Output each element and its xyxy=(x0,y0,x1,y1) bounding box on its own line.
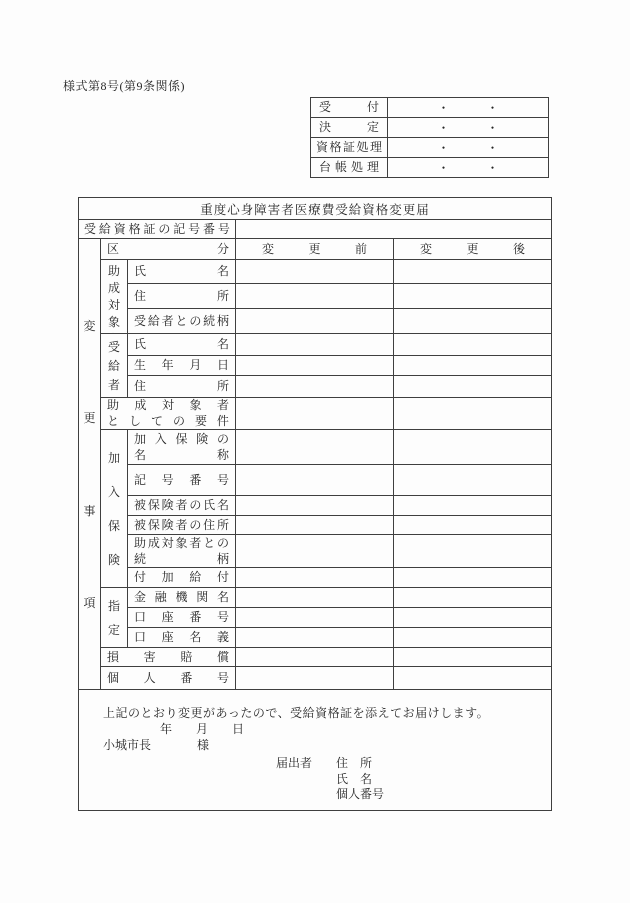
group-beneficiary-cell xyxy=(101,260,128,334)
stamp-date-cell xyxy=(388,98,549,118)
before-input-cell xyxy=(236,309,394,334)
after-input-cell xyxy=(394,568,552,588)
before-input-cell xyxy=(236,334,394,356)
after-input-cell xyxy=(394,376,552,398)
row-label: 住 所 xyxy=(134,379,229,393)
addressee-line xyxy=(103,737,551,753)
change-notification-form-table xyxy=(78,197,552,811)
label-cell xyxy=(128,334,236,356)
after-header-cell xyxy=(394,239,552,260)
date-dots: ・ ・ xyxy=(437,161,499,175)
stamp-row-reception xyxy=(311,98,549,118)
after-input-cell xyxy=(394,496,552,516)
before-input-cell xyxy=(236,260,394,284)
stamp-row-ledger xyxy=(311,158,549,178)
before-input-cell xyxy=(236,608,394,628)
row-label-line1: 助 成 対 象 者 と の xyxy=(134,535,229,550)
row-label: 金 融 機 関 名 xyxy=(134,590,229,604)
label-cell xyxy=(101,648,236,667)
group-insurance-cell xyxy=(101,430,128,588)
after-input-cell xyxy=(394,535,552,568)
stamp-label-reception xyxy=(311,98,388,118)
label-cell xyxy=(128,608,236,628)
before-input-cell xyxy=(236,398,394,430)
stamp-row-certificate xyxy=(311,138,549,158)
date-line: 年 月 日 xyxy=(160,722,245,736)
before-input-cell xyxy=(236,284,394,309)
stamp-label-text: 決 定 xyxy=(319,120,379,134)
addressee-name: 小城市長 xyxy=(103,738,152,752)
label-cell xyxy=(101,667,236,690)
footer-row xyxy=(79,690,552,811)
row-label: 口 座 番 号 xyxy=(134,610,229,624)
processing-stamp-table xyxy=(310,97,549,178)
before-change-header: 変 更 前 xyxy=(262,241,367,256)
row-account-number xyxy=(79,608,552,628)
before-input-cell xyxy=(236,628,394,648)
category-header: 区 分 xyxy=(107,241,229,256)
row-label-line1: 助 成 対 象 者 xyxy=(107,398,229,412)
row-label-line2: 続 柄 xyxy=(134,551,229,566)
row-label: 住 所 xyxy=(134,288,229,303)
row-insurance-name xyxy=(79,430,552,465)
label-cell xyxy=(128,535,236,568)
column-header-row xyxy=(79,239,552,260)
label-cell xyxy=(128,496,236,516)
declaration-section xyxy=(79,690,552,811)
stamp-label-certificate xyxy=(311,138,388,158)
row-label: 受 給 者 と の 続 柄 xyxy=(134,313,229,328)
row-label: 口 座 名 義 xyxy=(134,630,229,644)
change-items-vertical-label: 変 更 事 項 xyxy=(83,318,96,611)
row-label: 被 保 険 者 の 氏 名 xyxy=(134,498,229,512)
row-label: 個 人 番 号 xyxy=(107,670,229,685)
before-input-cell xyxy=(236,376,394,398)
label-cell xyxy=(128,588,236,608)
after-input-cell xyxy=(394,430,552,465)
honorific: 様 xyxy=(197,738,210,752)
after-input-cell xyxy=(394,648,552,667)
before-input-cell xyxy=(236,588,394,608)
declarer-fields xyxy=(336,756,384,803)
declarer-label: 届出者 xyxy=(276,756,313,770)
stamp-label-decision xyxy=(311,118,388,138)
before-input-cell xyxy=(236,667,394,690)
date-dots: ・ ・ xyxy=(437,121,499,135)
after-input-cell xyxy=(394,284,552,309)
row-label: 氏 名 xyxy=(134,264,229,278)
label-cell xyxy=(128,465,236,496)
label-cell xyxy=(128,628,236,648)
category-header-cell xyxy=(101,239,236,260)
before-input-cell xyxy=(236,356,394,376)
declarer-personal-number-label: 個人番号 xyxy=(336,787,385,801)
certificate-number-label-cell xyxy=(79,220,236,239)
row-recipient-name xyxy=(79,334,552,356)
row-label-line2: 名 称 xyxy=(134,447,229,462)
row-extra-benefit xyxy=(79,568,552,588)
row-insured-address xyxy=(79,516,552,535)
label-cell xyxy=(101,398,236,430)
after-input-cell xyxy=(394,516,552,535)
label-cell xyxy=(128,430,236,465)
stamp-row-decision xyxy=(311,118,549,138)
after-input-cell xyxy=(394,465,552,496)
after-input-cell xyxy=(394,398,552,430)
before-input-cell xyxy=(236,496,394,516)
row-birthdate xyxy=(79,356,552,376)
row-label: 記 号 番 号 xyxy=(134,472,229,487)
declarer-name-label: 氏 名 xyxy=(336,771,373,786)
label-cell xyxy=(128,356,236,376)
row-label: 損 害 賠 償 xyxy=(107,649,229,664)
label-cell xyxy=(128,260,236,284)
designated-account-group-label: 指 定 xyxy=(107,598,120,638)
before-input-cell xyxy=(236,516,394,535)
label-cell xyxy=(128,309,236,334)
stamp-label-ledger xyxy=(311,158,388,178)
before-input-cell xyxy=(236,568,394,588)
after-input-cell xyxy=(394,334,552,356)
before-input-cell xyxy=(236,535,394,568)
label-cell xyxy=(128,516,236,535)
beneficiary-group-label: 助 成 対 象 xyxy=(107,263,120,329)
stamp-date-cell xyxy=(388,158,549,178)
after-input-cell xyxy=(394,309,552,334)
after-input-cell xyxy=(394,356,552,376)
after-change-header: 変 更 後 xyxy=(420,241,526,256)
side-label-cell xyxy=(79,239,101,690)
date-dots: ・ ・ xyxy=(437,101,499,115)
after-input-cell xyxy=(394,628,552,648)
declarer-address-label: 住 所 xyxy=(336,756,373,770)
row-label: 氏 名 xyxy=(134,337,229,351)
row-beneficiary-address xyxy=(79,284,552,309)
row-relation-to-recipient xyxy=(79,309,552,334)
row-label: 生 年 月 日 xyxy=(134,358,229,372)
before-header-cell xyxy=(236,239,394,260)
stamp-label-text: 受 付 xyxy=(319,100,379,114)
row-eligibility-requirement xyxy=(79,398,552,430)
certificate-number-label: 受 給 資 格 証 の 記 号 番 号 xyxy=(84,221,230,236)
before-input-cell xyxy=(236,430,394,465)
row-label-line1: 加 入 保 険 の xyxy=(134,431,229,446)
row-account-holder xyxy=(79,628,552,648)
row-insured-name xyxy=(79,496,552,516)
row-damages xyxy=(79,648,552,667)
form-number-label: 様式第8号(第9条関係) xyxy=(63,79,185,93)
label-cell xyxy=(128,284,236,309)
row-bank-name xyxy=(79,588,552,608)
after-input-cell xyxy=(394,667,552,690)
declaration-statement: 上記のとおり変更があったので、受給資格証を添えてお届けします。 xyxy=(103,706,490,720)
after-input-cell xyxy=(394,260,552,284)
label-cell xyxy=(128,568,236,588)
certificate-number-row xyxy=(79,220,552,239)
group-account-cell xyxy=(101,588,128,648)
stamp-label-text: 資 格 証 処 理 xyxy=(316,140,382,154)
row-insurance-number xyxy=(79,465,552,496)
insurance-group-label: 加 入 保 険 xyxy=(107,450,120,568)
row-insured-relation xyxy=(79,535,552,568)
group-recipient-cell xyxy=(101,334,128,398)
row-beneficiary-name xyxy=(79,260,552,284)
declarer-block xyxy=(276,756,551,803)
stamp-date-cell xyxy=(388,138,549,158)
before-input-cell xyxy=(236,465,394,496)
certificate-number-input-cell xyxy=(236,220,552,239)
after-input-cell xyxy=(394,608,552,628)
before-input-cell xyxy=(236,648,394,667)
recipient-group-label: 受 給 者 xyxy=(107,339,120,393)
date-dots: ・ ・ xyxy=(437,141,499,155)
row-label: 付 加 給 付 xyxy=(134,570,229,584)
form-title: 重度心身障害者医療費受給資格変更届 xyxy=(79,198,552,220)
row-label-line2: と し て の 要 件 xyxy=(107,414,229,428)
row-label: 被 保 険 者 の 住 所 xyxy=(134,517,229,532)
row-recipient-address xyxy=(79,376,552,398)
stamp-label-text: 台 帳 処 理 xyxy=(319,160,379,174)
title-row xyxy=(79,198,552,220)
after-input-cell xyxy=(394,588,552,608)
row-personal-number xyxy=(79,667,552,690)
stamp-date-cell xyxy=(388,118,549,138)
label-cell xyxy=(128,376,236,398)
